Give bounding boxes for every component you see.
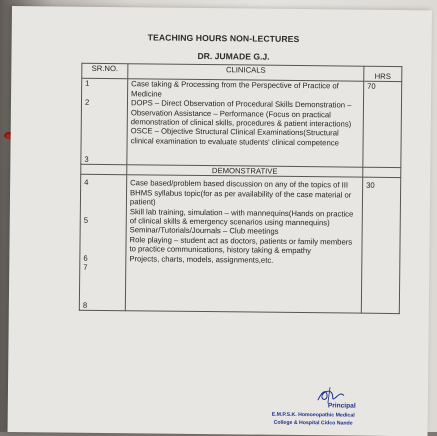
teaching-hours-table <box>79 63 403 314</box>
list-item: Skill lab training, simulation – with mannequins(Hands on practice of clinical skills & emergency scenarios using mannequins) <box>129 206 354 228</box>
document-subtitle: DR. JUMADE G.J. <box>197 50 270 62</box>
clinicals-hours: 70 <box>363 82 402 168</box>
stamp-title: Principal <box>327 402 356 410</box>
list-item: DOPS – Direct Observation of Procedural Skills Demonstration – Observation Assistance – Performance (Focus on practical demonstration of clinical skills, procedures & patient interactions) <box>130 98 352 129</box>
item-number: 7 <box>83 262 88 272</box>
demonstrative-row <box>79 175 400 314</box>
clinicals-items-cell <box>127 79 364 167</box>
stamp-line-address: College & Hospital Cidco Nande <box>273 419 353 427</box>
stamp-line-college: E.M.P.S.K. Homoeopathic Medical <box>271 411 355 419</box>
demonstrative-items-cell <box>125 175 362 313</box>
list-item: Projects, charts, models, assignments,etc. <box>129 253 274 265</box>
item-number: 8 <box>82 300 88 310</box>
demonstrative-heading: DEMONSTRATIVE <box>127 165 363 178</box>
clinicals-numbers-cell <box>81 79 128 165</box>
item-number: 4 <box>84 178 89 188</box>
document-title: TEACHING HOURS NON-LECTURES <box>147 32 300 45</box>
list-item: Case taking & Processing from the Perspective of Practice of Medicine <box>131 79 339 99</box>
list-item: Seminar/Tutorials/Journals – Club meetings <box>129 225 279 237</box>
header-hrs: HRS <box>364 66 402 82</box>
clinicals-row <box>81 79 402 168</box>
item-number: 1 <box>85 79 90 89</box>
principal-stamp <box>264 385 415 436</box>
item-number: 3 <box>84 154 89 164</box>
item-number: 2 <box>84 97 90 108</box>
list-item: Role playing – student act as doctors, patients or family members to practice communications, history taking & empathy <box>129 235 353 256</box>
demonstrative-numbers-cell <box>79 175 126 311</box>
item-number: 6 <box>83 253 88 263</box>
item-number: 5 <box>83 215 89 225</box>
header-clinicals: CLINICALS <box>128 64 364 82</box>
header-sr-no: SR.NO. <box>82 63 128 79</box>
list-item: Case based/problem based discussion on any of the topics of III BHMS syllabus topic(for as per availability of the case material or patient) <box>129 178 352 207</box>
demonstrative-hours: 30 <box>361 178 400 314</box>
document-page <box>8 6 432 436</box>
list-item: OSCE – Objective Structural Clinical Examinations(Structural clinical examination to evaluate students' clinical competence <box>130 126 339 148</box>
